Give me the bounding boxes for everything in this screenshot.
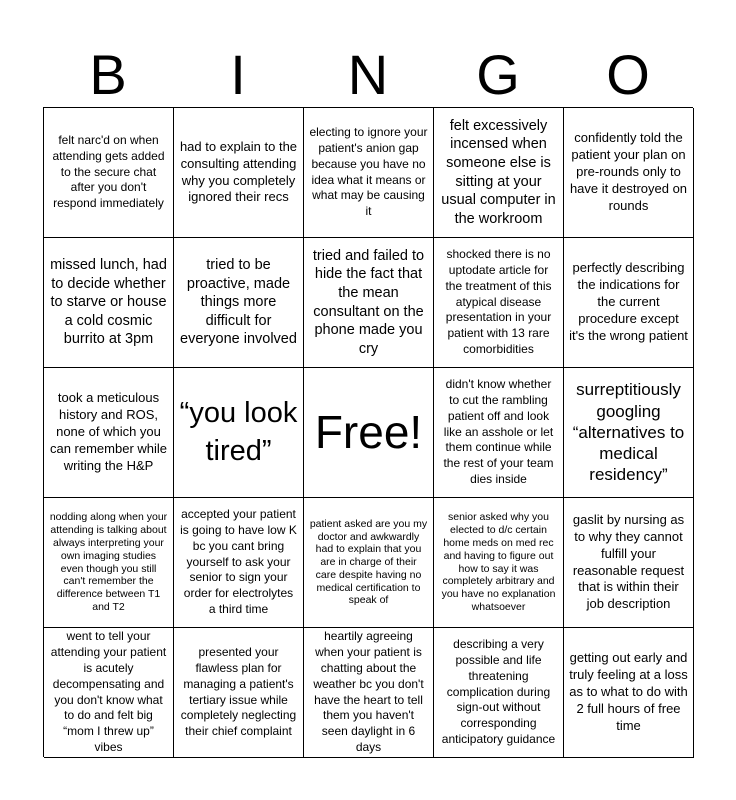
bingo-cell-r1-c4[interactable] [434, 108, 564, 238]
bingo-cell-text: electing to ignore your patient's anion gap because you have no idea what it means or what may be causing it [309, 125, 428, 219]
bingo-cell-text: didn't know whether to cut the rambling patient off and look like an asshole or let them continue while the rest of your team dies inside [443, 377, 554, 487]
bingo-cell-r2-c5[interactable] [564, 238, 694, 368]
header-letter-b: B [89, 43, 127, 106]
header-letter-i: I [230, 43, 246, 106]
bingo-cell-r4-c3[interactable] [304, 498, 434, 628]
bingo-cell-text: accepted your patient is going to have low K bc you cant bring yourself to ask your senior to sign your order for electrolytes a third time [180, 507, 297, 617]
bingo-cell-r2-c2[interactable] [174, 238, 304, 368]
bingo-cell-text: describing a very possible and life threatening complication during sign-out without corresponding anticipatory guidance [441, 637, 556, 747]
bingo-cell-r1-c1[interactable] [44, 108, 174, 238]
bingo-cell-r3-c2[interactable] [174, 368, 304, 498]
header-letter-n: N [347, 43, 389, 106]
bingo-cell-r1-c3[interactable] [304, 108, 434, 238]
bingo-cell-r3-c1[interactable] [44, 368, 174, 498]
bingo-cell-text: perfectly describing the indications for the current procedure except it's the wrong patient [569, 260, 688, 343]
bingo-cell-text: heartily agreeing when your patient is chatting about the weather bc you don't have the heart to tell them you haven't seen daylight in 6 days [313, 629, 424, 754]
bingo-cell-r1-c2[interactable] [174, 108, 304, 238]
bingo-cell-r5-c4[interactable] [434, 628, 564, 758]
bingo-cell-text: took a meticulous history and ROS, none of which you can remember while writing the H&P [49, 390, 168, 473]
bingo-cell-text: patient asked are you my doctor and awkwardly had to explain that you are in charge of their care despite having no medical certification to speak of [309, 517, 428, 607]
bingo-cell-r5-c5[interactable] [564, 628, 694, 758]
bingo-cell-r2-c1[interactable] [44, 238, 174, 368]
bingo-cell-text: felt narc'd on when attending gets added to the secure chat after you don't respond immediately [52, 132, 165, 211]
bingo-cell-text: gaslit by nursing as to why they cannot fulfill your reasonable request that is within their job description [572, 511, 685, 612]
bingo-cell-r2-c4[interactable] [434, 238, 564, 368]
bingo-cell-text: tried to be proactive, made things more difficult for everyone involved [180, 257, 297, 348]
bingo-cell-r5-c1[interactable] [44, 628, 174, 758]
bingo-cell-text: shocked there is no uptodate article for the treatment of this atypical disease presentation in your patient with 13 rare comorbidities [445, 247, 552, 357]
bingo-cell-r4-c5[interactable] [564, 498, 694, 628]
header-letter-o: O [606, 43, 650, 106]
bingo-cell-r4-c2[interactable] [174, 498, 304, 628]
bingo-cell-r3-c5[interactable] [564, 368, 694, 498]
bingo-cell-text: missed lunch, had to decide whether to starve or house a cold cosmic burrito at 3pm [50, 257, 167, 348]
bingo-cell-r1-c5[interactable] [564, 108, 694, 238]
header-letter-g: G [476, 43, 520, 106]
bingo-cell-r5-c3[interactable] [304, 628, 434, 758]
bingo-cell-text: tried and failed to hide the fact that the mean consultant on the phone made you cry [312, 247, 425, 357]
bingo-cell-text: had to explain to the consulting attending why you completely ignored their recs [179, 138, 298, 205]
bingo-cell-r4-c1[interactable] [44, 498, 174, 628]
bingo-cell-text: “you look tired” [179, 396, 298, 467]
bingo-cell-text: senior asked why you elected to d/c certain home meds on med rec and having to figure out how to say it was completely arbitrary and you have no explanation whatsoever [441, 511, 556, 613]
bingo-cell-free-space[interactable] [304, 368, 434, 498]
bingo-cell-r3-c4[interactable] [434, 368, 564, 498]
bingo-cell-text: getting out early and truly feeling at a loss as to what to do with 2 full hours of free time [569, 650, 688, 733]
bingo-cell-text: surreptitiously googling “alternatives to medical residency” [572, 380, 685, 485]
free-space-label: Free! [314, 406, 423, 459]
bingo-board [43, 107, 693, 757]
bingo-cell-text: presented your flawless plan for managing a patient's tertiary issue while completely neglecting their chief complaint [180, 645, 297, 739]
bingo-cell-r5-c2[interactable] [174, 628, 304, 758]
bingo-header [43, 44, 693, 106]
bingo-cell-text: nodding along when your attending is talking about always interpreting your own imaging studies even though you still can't remember the difference between T1 and T2 [49, 511, 168, 613]
bingo-cell-text: felt excessively incensed when someone else is sitting at your usual computer in the workroom [441, 117, 556, 227]
bingo-cell-text: confidently told the patient your plan on pre-rounds only to have it destroyed on rounds [569, 130, 688, 213]
bingo-cell-r4-c4[interactable] [434, 498, 564, 628]
bingo-cell-r2-c3[interactable] [304, 238, 434, 368]
bingo-cell-text: went to tell your attending your patient is acutely decompensating and you don't know what to do and felt big “mom I threw up” vibes [50, 629, 167, 754]
